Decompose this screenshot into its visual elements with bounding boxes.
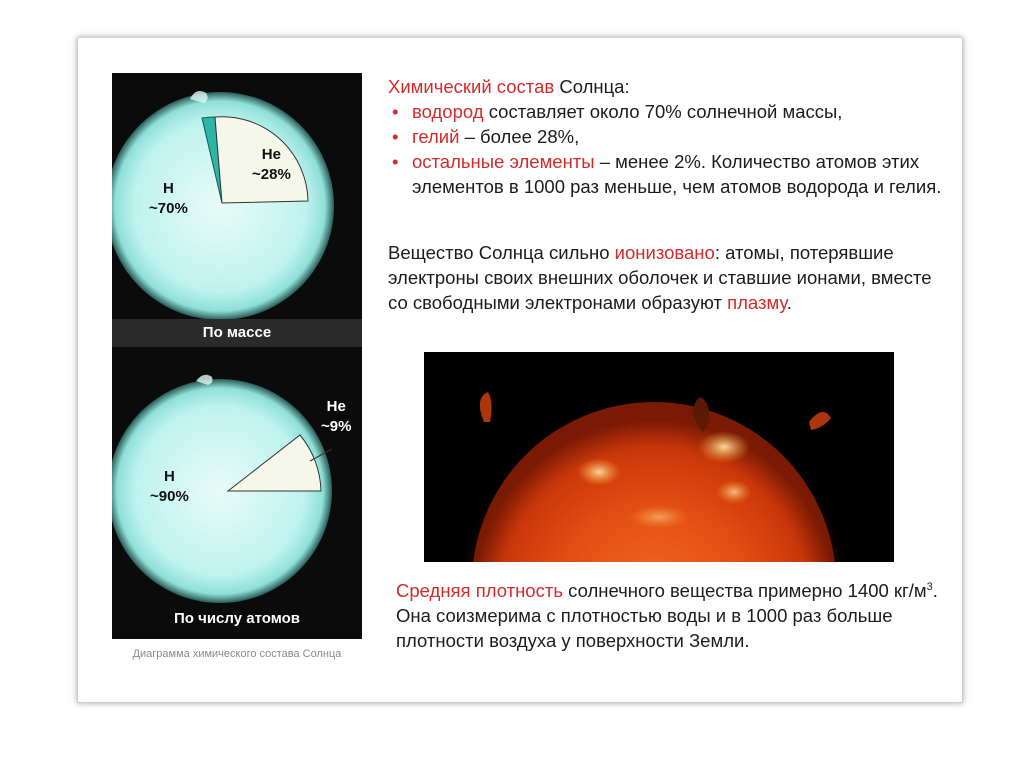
caption-by-atoms: По числу атомов xyxy=(112,605,362,633)
density-paragraph: Средняя плотность солнечного вещества примерно 1400 $кг/м^3$. Она соизмерима с плотностью воды и в 1000 раз больше плотности воздуха у поверхности Земли. xyxy=(396,580,938,651)
caption-by-mass: По массе xyxy=(112,319,362,347)
h-label-atoms: H ~90% xyxy=(150,468,189,505)
list-item: • остальные элементы – менее 2%. Количество атомов этих элементов в 1000 раз меньше, чем атомов водорода и гелия. xyxy=(392,151,942,197)
sun-photo-image xyxy=(424,352,894,562)
diagram-by-atoms xyxy=(112,361,362,639)
sun-photo xyxy=(424,352,894,562)
figure-caption: Диаграмма химического состава Солнца xyxy=(132,648,342,660)
list-item: • гелий – более 28%, xyxy=(392,126,580,147)
he-label-atoms: He ~9% xyxy=(321,398,352,435)
diagram-by-mass xyxy=(112,73,362,351)
composition-list xyxy=(388,99,944,199)
list-item: • водород составляет около 70% солнечной массы, xyxy=(392,101,843,122)
ionization-paragraph: Вещество Солнца сильно ионизовано: атомы, потерявшие электроны своих внешних оболочек и ставшие ионами, вместе со свободными электронами образуют плазму. xyxy=(388,242,932,313)
h-label-mass: H ~70% xyxy=(149,180,188,217)
composition-diagram xyxy=(112,73,362,639)
he-label-mass: He ~28% xyxy=(252,146,291,183)
composition-text xyxy=(388,74,944,199)
composition-title: Химический состав Солнца: xyxy=(388,76,630,97)
